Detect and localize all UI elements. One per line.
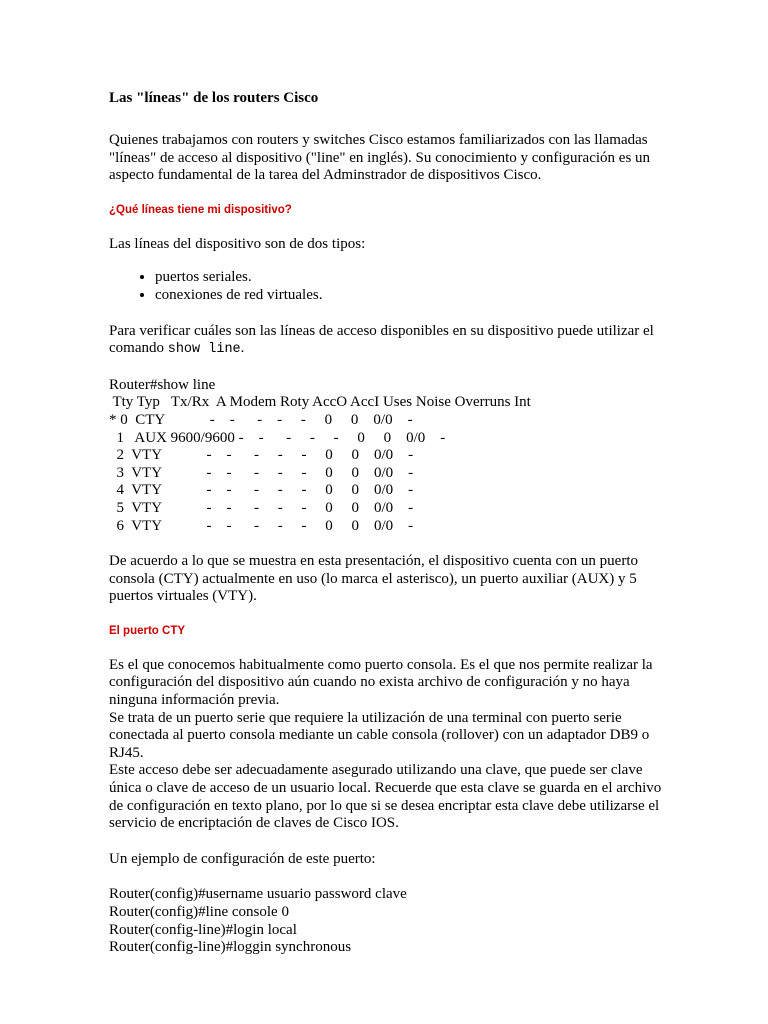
section-heading-lineas: ¿Qué líneas tiene mi dispositivo? xyxy=(109,203,292,216)
intro-paragraph: Quienes trabajamos con routers y switches Cisco estamos familiarizados con las llamadas "líneas" de acceso al dispositivo ("line" en inglés). Su conocimiento y configuración es un aspecto fundamental de la tarea del Adminstrador de dispositivos Cisco. xyxy=(109,132,651,184)
show-line-row: 3 VTY - - - - - 0 0 0/0 - xyxy=(109,464,414,481)
show-line-row: * 0 CTY - - - - - 0 0 0/0 - xyxy=(109,411,413,428)
show-line-row: 5 VTY - - - - - 0 0 0/0 - xyxy=(109,499,414,516)
show-line-prompt: Router#show line xyxy=(109,376,216,393)
cty-paragraph-1: Es el que conocemos habitualmente como puerto consola. Es el que nos permite realizar la configuración del dispositivo aún cuando no exista archivo de configuración y no haya ninguna información previa. xyxy=(109,656,653,709)
section-heading-cty: El puerto CTY xyxy=(109,624,186,637)
example-lead-paragraph: Un ejemplo de configuración de este puerto: xyxy=(109,850,376,867)
show-line-row: 2 VTY - - - - - 0 0 0/0 - xyxy=(109,447,414,464)
document-content xyxy=(109,88,669,957)
show-line-output xyxy=(109,377,669,535)
show-line-row: 1 AUX 9600/9600 - - - - - 0 0 0/0 - xyxy=(109,429,446,446)
show-line-command: show line xyxy=(167,342,241,358)
cty-paragraph-2: Se trata de un puerto serie que requiere la utilización de una terminal con puerto serie conectada al puerto consola mediante un cable consola (rollover) con un adaptador DB9 o RJ45. xyxy=(109,709,650,761)
cty-paragraph-3: Este acceso debe ser adecuadamente asegurado utilizando una clave, que puede ser clave única o clave de acceso de un usuario local. Recuerde que esta clave se guarda en el archivo de configuración en texto plano, por lo que si se desea encriptar esta clave debe utilizarse el servicio de encriptación de claves de Cisco IOS. xyxy=(109,762,662,832)
verify-text: Para verificar cuáles son las líneas de acceso disponibles en su dispositivo puede utilizar el comando xyxy=(109,322,654,357)
config-example xyxy=(109,886,669,956)
lineas-lead-paragraph: Las líneas del dispositivo son de dos tipos: xyxy=(109,235,366,252)
verify-end: . xyxy=(240,340,245,357)
config-line: Router(config)#line console 0 xyxy=(109,904,289,920)
line-types-list xyxy=(109,269,669,304)
list-item: • conexiones de red virtuales. xyxy=(155,287,669,305)
page-title: Las "líneas" de los routers Cisco xyxy=(109,90,319,106)
config-line: Router(config-line)#login local xyxy=(109,921,297,938)
summary-paragraph: De acuerdo a lo que se muestra en esta presentación, el dispositivo cuenta con un puerto consola (CTY) actualmente en uso (lo marca el asterisco), un puerto auxiliar (AUX) y 5 puertos virtuales (VTY). xyxy=(109,553,638,605)
show-line-row: 4 VTY - - - - - 0 0 0/0 - xyxy=(109,482,414,499)
config-line: Router(config-line)#loggin synchronous xyxy=(109,939,352,956)
config-line: Router(config)#username usuario password clave xyxy=(109,886,407,903)
show-line-row: 6 VTY - - - - - 0 0 0/0 - xyxy=(109,517,414,534)
show-line-header: Tty Typ Tx/Rx A Modem Roty AccO AccI Uses Noise Overruns Int xyxy=(109,394,531,411)
verify-paragraph xyxy=(109,323,669,359)
list-item: • puertos seriales. xyxy=(155,269,669,287)
